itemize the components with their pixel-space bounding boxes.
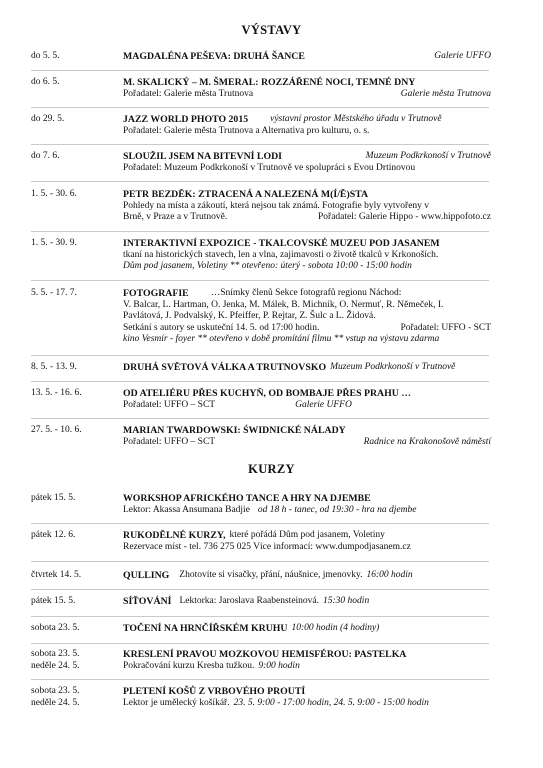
entry-title: QULLING bbox=[123, 570, 170, 581]
divider bbox=[31, 523, 489, 524]
entry-date: 27. 5. - 10. 6. bbox=[31, 425, 82, 435]
entry-venue: Muzeum Podkrkonoší v Trutnově bbox=[330, 362, 456, 372]
entry-time: 9:00 hodin bbox=[258, 660, 300, 671]
entry-date: do 5. 5. bbox=[31, 51, 60, 61]
entry-description: Pavlátová, J. Podvalský, K. Pfeiffer, P. Rejtar, Z. Šulc a L. Židová. bbox=[123, 311, 376, 321]
heading-kurzy: KURZY bbox=[248, 462, 295, 476]
entry-date bbox=[31, 649, 121, 672]
entry-reservation: Rezervace míst - tel. 736 275 025 Více informací: www.dumpodjasanem.cz bbox=[123, 541, 411, 552]
entry-title: WORKSHOP AFRICKÉHO TANCE A HRY NA DJEMBE bbox=[123, 493, 371, 504]
entry-title: DRUHÁ SVĚTOVÁ VÁLKA A TRUTNOVSKO bbox=[123, 362, 327, 373]
entry-time: 16:00 hodin bbox=[366, 570, 413, 580]
entry-description: Setkání s autory se uskuteční 14. 5. od 17:00 hodin. bbox=[123, 322, 320, 333]
entry-title: FOTOGRAFIE bbox=[123, 288, 189, 299]
entry-venue: Muzeum Podkrkonoší v Trutnově bbox=[365, 151, 491, 161]
entry-description: které pořádá Dům pod jasanem, Voletiny bbox=[229, 530, 385, 540]
entry-time: 23. 5. 9:00 - 17:00 hodin, 24. 5. 9:00 - 15:00 hodin bbox=[233, 697, 429, 708]
entry-date: pátek 15. 5. bbox=[31, 493, 76, 503]
entry-date: do 6. 5. bbox=[31, 77, 60, 87]
entry-lecturer: Lektorka: Jaroslava Raabensteinová. bbox=[179, 596, 320, 606]
entry-lecturer: Lektor je umělecký košíkář. bbox=[123, 697, 230, 708]
divider bbox=[31, 181, 489, 182]
entry-organizer: Pořadatel: Galerie Hippo - www.hippofoto.cz bbox=[318, 212, 491, 222]
heading-vystavy: VÝSTAVY bbox=[241, 23, 302, 37]
entry-date: 13. 5. - 16. 6. bbox=[31, 388, 82, 398]
entry-organizer: Pořadatel: UFFO – SCT bbox=[123, 399, 216, 410]
divider bbox=[31, 280, 489, 281]
entry-venue: Galerie UFFO bbox=[434, 51, 491, 61]
divider bbox=[31, 355, 489, 356]
entry-organizer: Pořadatel: Muzeum Podkrkonoší v Trutnově ve spolupráci s Evou Drtinovou bbox=[123, 162, 416, 173]
divider bbox=[31, 616, 489, 617]
entry-opening-hours: kino Vesmír - foyer ** otevřeno v době promítání filmu ** vstup na výstavu zdarma bbox=[123, 334, 440, 344]
entry-date: sobota 23. 5. bbox=[31, 623, 80, 633]
entry-venue: Galerie města Trutnova bbox=[400, 88, 491, 99]
entry-description: Pohledy na místa a zákoutí, která nejsou tak známá. Fotografie byly vytvořeny v bbox=[123, 200, 430, 211]
entry-date-start: sobota 23. 5. bbox=[31, 686, 80, 696]
entry-title: SÍŤOVÁNÍ bbox=[123, 596, 172, 607]
entry-title: INTERAKTIVNÍ EXPOZICE - TKALCOVSKÉ MUZEU POD JASANEM bbox=[123, 238, 440, 249]
divider bbox=[31, 381, 489, 382]
entry-date-end: neděle 24. 5. bbox=[31, 697, 80, 708]
entry-organizer: Pořadatel: Galerie města Trutnova bbox=[123, 88, 254, 99]
entry-time: od 18 h - tanec, od 19:30 - hra na djembe bbox=[257, 504, 417, 515]
divider bbox=[31, 643, 489, 644]
entry-venue: výstavní prostor Městského úřadu v Trutnově bbox=[270, 114, 442, 124]
entry-date: čtvrtek 14. 5. bbox=[31, 570, 82, 580]
entry-date-end: neděle 24. 5. bbox=[31, 660, 80, 671]
entry-description: Brně, v Praze a v Trutnově. bbox=[123, 212, 228, 222]
entry-date: pátek 15. 5. bbox=[31, 596, 76, 606]
entry-description: V. Balcar, L. Hartman, O. Jenka, M. Málek, B. Michník, O. Nermuť, R. Němeček, I. bbox=[123, 299, 444, 310]
divider bbox=[31, 589, 489, 590]
divider bbox=[31, 70, 489, 71]
entry-organizer: Pořadatel: Galerie města Trutnova a Alternativa pro kulturu, o. s. bbox=[123, 125, 370, 136]
entry-date: 1. 5. - 30. 9. bbox=[31, 238, 77, 248]
entry-venue: Radnice na Krakonošově náměstí bbox=[363, 436, 491, 447]
entry-title: OD ATELIÉRU PŘES KUCHYŇ, OD BOMBAJE PŘES PRAHU … bbox=[123, 388, 412, 399]
entry-organizer: Pořadatel: UFFO – SCT bbox=[123, 436, 216, 447]
entry-time: 15:30 hodin bbox=[323, 596, 370, 606]
entry-date: 5. 5. - 17. 7. bbox=[31, 288, 77, 298]
entry-date bbox=[31, 686, 121, 709]
entry-title: MARIAN TWARDOWSKI: ŚWIDNICKÉ NÁLADY bbox=[123, 425, 346, 436]
entry-title: PETR BEZDĚK: ZTRACENÁ A NALEZENÁ M(Í/Ě)STA bbox=[123, 189, 369, 200]
entry-description: Pokračování kurzu Kresba tužkou. bbox=[123, 660, 255, 671]
entry-description: …Snímky členů Sekce fotografů regionu Náchod: bbox=[210, 288, 402, 298]
entry-lecturer: Lektor: Akassa Ansumana Badjie bbox=[123, 504, 250, 515]
entry-date: do 29. 5. bbox=[31, 114, 65, 124]
entry-date: 8. 5. - 13. 9. bbox=[31, 362, 77, 372]
entry-title: PLETENÍ KOŠŮ Z VRBOVÉHO PROUTÍ bbox=[123, 686, 306, 697]
entry-time: 10:00 hodin (4 hodiny) bbox=[291, 623, 380, 633]
entry-description: Zhotovíte si visačky, přání, náušnice, jmenovky. bbox=[179, 570, 363, 580]
divider bbox=[31, 107, 489, 108]
entry-title: M. SKALICKÝ – M. ŠMERAL: ROZZÁŘENÉ NOCI, TEMNÉ DNY bbox=[123, 77, 416, 88]
divider bbox=[31, 418, 489, 419]
entry-description: tkaní na historických stavech, len a vlna, zajímavosti o životě tkalců v Krkonoších. bbox=[123, 249, 439, 260]
divider bbox=[31, 231, 489, 232]
entry-title: TOČENÍ NA HRNČÍŘSKÉM KRUHU bbox=[123, 623, 288, 634]
entry-title: KRESLENÍ PRAVOU MOZKOVOU HEMISFÉROU: PASTELKA bbox=[123, 649, 407, 660]
entry-opening-hours: Dům pod jasanem, Voletiny ** otevřeno: úterý - sobota 10:00 - 15:00 hodin bbox=[123, 261, 412, 271]
entry-title: SLOUŽIL JSEM NA BITEVNÍ LODI bbox=[123, 151, 282, 162]
entry-title: RUKODĚLNÉ KURZY, bbox=[123, 530, 226, 541]
entry-title: MAGDALÉNA PEŠEVA: DRUHÁ ŠANCE bbox=[123, 51, 305, 62]
entry-date: do 7. 6. bbox=[31, 151, 60, 161]
entry-title: JAZZ WORLD PHOTO 2015 bbox=[123, 114, 249, 125]
entry-date: 1. 5. - 30. 6. bbox=[31, 189, 77, 199]
divider bbox=[31, 679, 489, 680]
entry-organizer: Pořadatel: UFFO - SCT bbox=[400, 322, 491, 333]
entry-date: pátek 12. 6. bbox=[31, 530, 76, 540]
entry-venue: Galerie UFFO bbox=[295, 399, 352, 410]
divider bbox=[31, 561, 489, 562]
entry-date-start: sobota 23. 5. bbox=[31, 649, 80, 659]
divider bbox=[31, 144, 489, 145]
